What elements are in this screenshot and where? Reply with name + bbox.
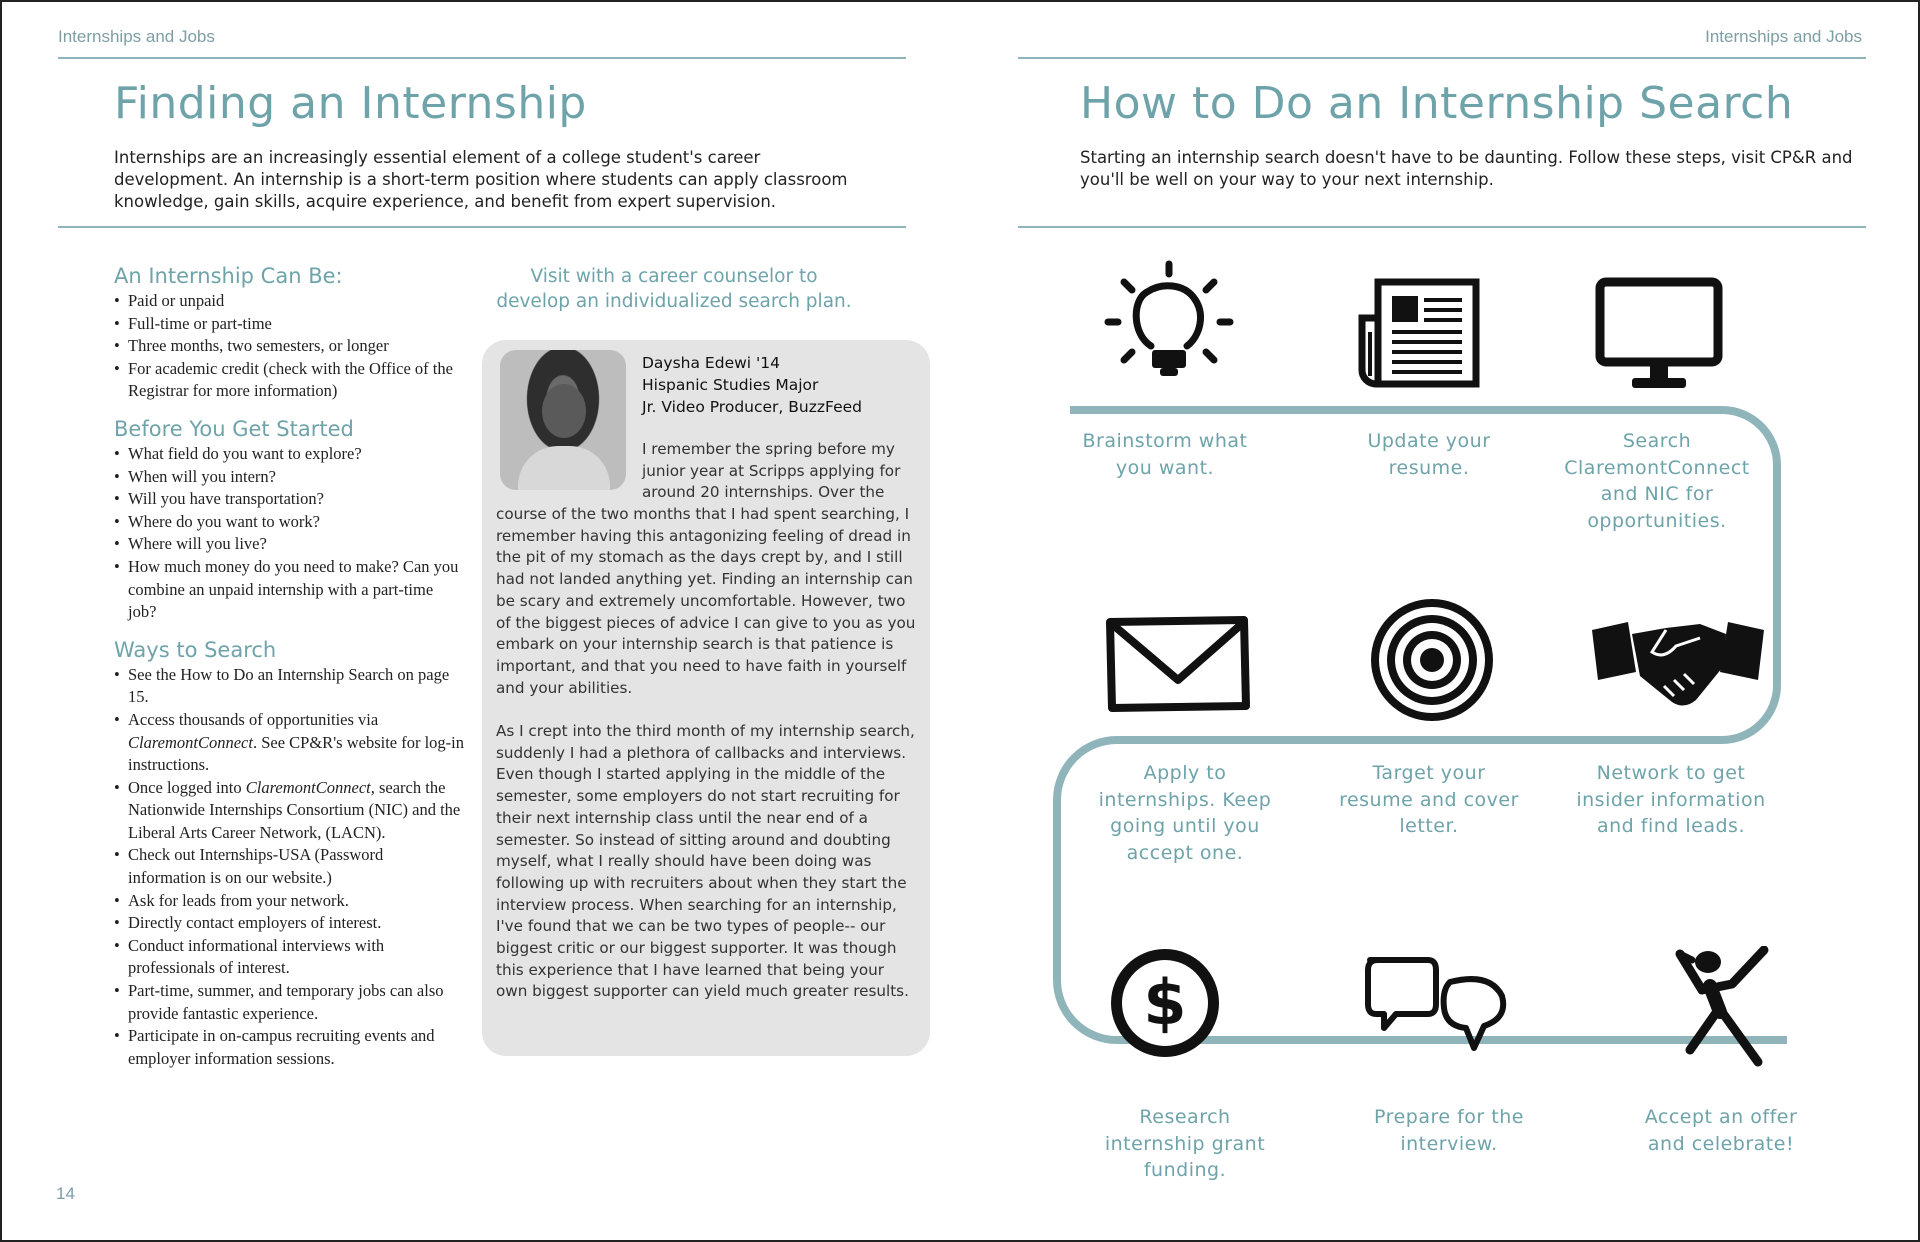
- step-label: Research internship grant funding.: [1104, 1106, 1266, 1181]
- counselor-callout: Visit with a career counselor to develop an individualized search plan.: [496, 266, 852, 312]
- envelope-icon: [1104, 614, 1252, 714]
- step-label: Search ClaremontConnect and NIC for opportunities.: [1564, 430, 1750, 532]
- list-item: • Full-time or part-time: [128, 313, 464, 336]
- testimonial-major: Hispanic Studies Major: [642, 376, 819, 394]
- list-item: • Where will you live?: [128, 533, 464, 556]
- step-label: Prepare for the interview.: [1374, 1106, 1524, 1155]
- step-label: Apply to internships. Keep going until you accept one.: [1098, 762, 1272, 864]
- intro-rule-right: [1018, 226, 1866, 228]
- testimonial-name: Daysha Edewi '14: [642, 354, 780, 372]
- lightbulb-icon: [1102, 260, 1236, 380]
- list-item: • Ask for leads from your network.: [128, 890, 464, 913]
- header-rule-right: [1018, 57, 1866, 59]
- testimonial-box: [482, 340, 930, 1056]
- page-title-right: How to Do an Internship Search: [1080, 78, 1794, 129]
- testimonial-text-second: As I crept into the third month of my internship search, suddenly I had a plethora of callbacks and interviews. Even though I started applying in the middle of the semester, some employers do not start recruiting for their next internship class until the near end of a semester. So instead of sitting around and doubting myself, what I really should have been doing was following up with recruiters about when they start the interview process. When searching for an internship, I've found that we can be two types of people-- our biggest critic or our biggest supporter. It was though this experience that I have learned that being your own biggest supporter can yield much greater results.: [496, 722, 915, 1001]
- testimonial-role: Jr. Video Producer, BuzzFeed: [642, 398, 862, 416]
- list-item: • Where do you want to work?: [128, 511, 464, 534]
- dollar-icon: [1106, 944, 1224, 1062]
- list-item: • Participate in on-campus recruiting events and employer information sessions.: [128, 1025, 464, 1070]
- page-number: 14: [56, 1184, 75, 1203]
- internship-can-be-list: [114, 290, 464, 403]
- step-label: Network to get insider information and find leads.: [1576, 762, 1766, 837]
- list-item: • Three months, two semesters, or longer: [128, 335, 464, 358]
- before-you-start-list: [114, 443, 464, 624]
- list-item: • Directly contact employers of interest.: [128, 912, 464, 935]
- section-heading: Ways to Search: [114, 637, 277, 662]
- intro-left: Internships are an increasingly essential element of a college student's career development. An internship is a short-term position where students can apply classroom knowledge, gain skills, acquire experience, and benefit from expert supervision.: [114, 148, 848, 211]
- list-item: • Once logged into ClaremontConnect, search the Nationwide Internships Consortium (NIC) and the Liberal Arts Career Network, (LACN).: [128, 777, 464, 845]
- list-item: • Will you have transportation?: [128, 488, 464, 511]
- avatar: [500, 350, 626, 490]
- intro-right: Starting an internship search doesn't have to be daunting. Follow these steps, visit CP&R and you'll be well on your way to your next internship.: [1080, 148, 1853, 189]
- ways-to-search-list: [114, 664, 464, 1071]
- left-column: [114, 264, 464, 1084]
- testimonial-text-body: course of the two months that I had spent searching, I remember having this antagonizing feeling of dread in the pit of my stomach as the days crept by, and I still had not landed anything yet. Finding an internship can be scary and extremely uncomfortable. However, two of the biggest pieces of advice I can give to you as you embark on your internship search is that patience is important, and that you need to have faith in yourself and your abilities.: [496, 505, 916, 697]
- list-item: • Check out Internships-USA (Password information is on our website.): [128, 844, 464, 889]
- header-rule-left: [58, 57, 906, 59]
- svg-text:$: $: [1143, 966, 1187, 1039]
- list-item: • How much money do you need to make? Can you combine an unpaid internship with a part-time job?: [128, 556, 464, 624]
- step-label: Accept an offer and celebrate!: [1644, 1106, 1798, 1155]
- list-item: • Part-time, summer, and temporary jobs can also provide fantastic experience.: [128, 980, 464, 1025]
- list-item: • Access thousands of opportunities via ClaremontConnect. See CP&R's website for log-in instructions.: [128, 709, 464, 777]
- testimonial-text-top: I remember the spring before my junior year at Scripps applying for around 20 internships. Over the: [642, 440, 901, 502]
- handshake-icon: [1588, 616, 1768, 716]
- section-heading: Before You Get Started: [114, 416, 354, 441]
- intro-rule-left: [58, 226, 906, 228]
- list-item: • For academic credit (check with the Office of the Registrar for more information): [128, 358, 464, 403]
- list-item: • See the How to Do an Internship Search on page 15.: [128, 664, 464, 709]
- section-heading: An Internship Can Be:: [114, 264, 343, 288]
- target-icon: [1366, 594, 1498, 726]
- list-item: • Paid or unpaid: [128, 290, 464, 313]
- celebrate-icon: [1672, 946, 1772, 1068]
- step-label: Brainstorm what you want.: [1082, 430, 1248, 479]
- list-item: • Conduct informational interviews with professionals of interest.: [128, 935, 464, 980]
- running-head-right: Internships and Jobs: [1705, 27, 1862, 46]
- step-label: Target your resume and cover letter.: [1339, 762, 1519, 837]
- page-title-left: Finding an Internship: [114, 78, 587, 129]
- testimonial-byline: [642, 352, 922, 418]
- running-head-left: Internships and Jobs: [58, 27, 215, 46]
- newspaper-icon: [1356, 278, 1480, 390]
- monitor-icon: [1594, 276, 1724, 392]
- list-item: • When will you intern?: [128, 466, 464, 489]
- list-item: • What field do you want to explore?: [128, 443, 464, 466]
- speech-bubbles-icon: [1362, 952, 1510, 1054]
- step-label: Update your resume.: [1367, 430, 1491, 479]
